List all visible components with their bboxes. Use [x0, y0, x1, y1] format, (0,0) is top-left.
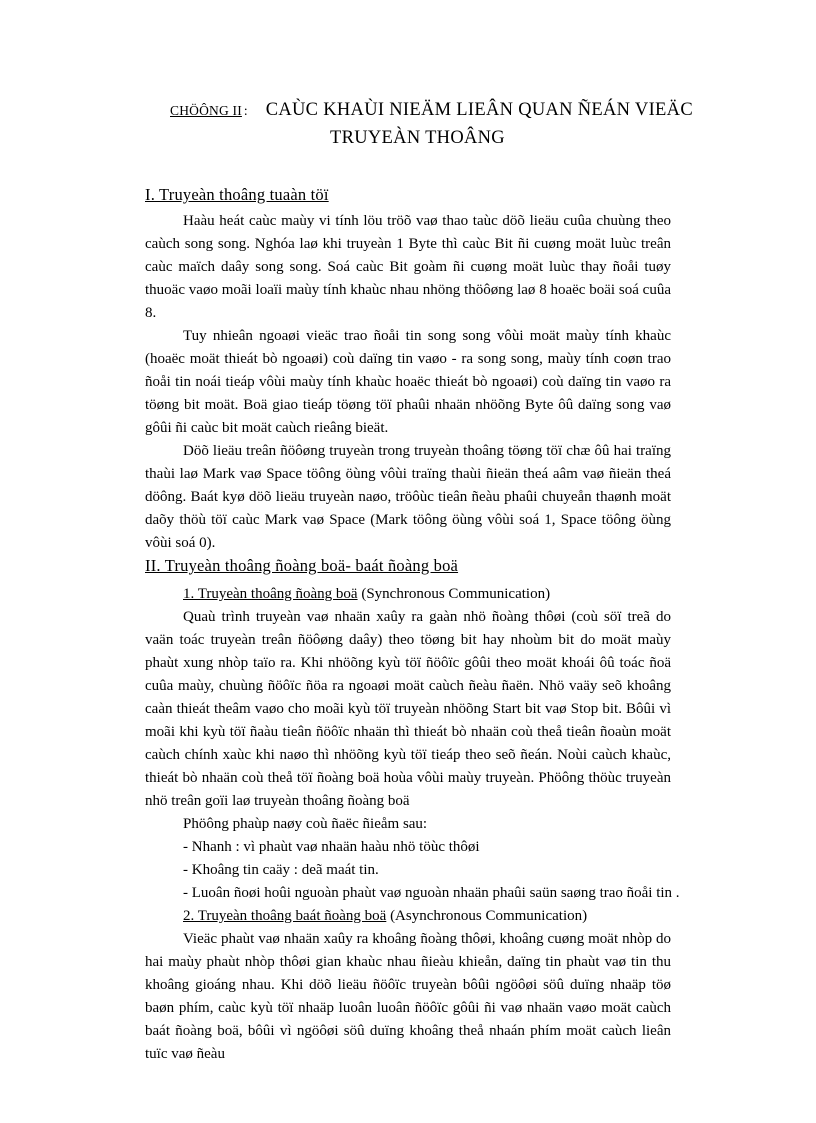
section-1-paragraph-1: Haàu heát caùc maùy vi tính löu tröõ vaø thao taùc döõ lieäu cuûa chuùng theo caùch song song. Nghóa laø khi truyeàn 1 Byte thì caùc Bit ñi cuøng moät luùc treân caùc maïch daây song song. Soá caùc Bit goàm ñi cuøng moät luùc thay ñoåi tuøy thuoäc vaøo moãi loaïi maùy tính khaùc nhau nhöng thöôøng laø 8 hoaëc boäi soá cuûa 8. — [145, 213, 671, 321]
subsection-2-paragraph: Vieäc phaùt vaø nhaän xaûy ra khoâng ñoàng thôøi, khoâng cuøng moät nhòp do hai maùy phaùt nhòp thôøi gian khaùc nhau ñieàu khieån, daïng tin phaùt vaø tin thu khoâng gioáng nhau. Khi döõ lieäu ñöôïc truyeàn bôûi ngöôøi söû duïng nhaäp töø baøn phím, caùc kyù töï nhaäp luoân luoân ñöôïc gôûi ñi vaø nhaän vaøo moät caùch baát ñoàng boä, bôûi vì ngöôøi söû duïng khoâng theå nhaán phím moät caùch lieân tuïc vaø ñeàu — [145, 931, 671, 1062]
chapter-title-line2: TRUYEÀN THOÂNG — [330, 128, 505, 148]
section-1-heading: I. Truyeàn thoâng tuaàn töï — [145, 185, 329, 204]
subsection-2-heading — [145, 905, 671, 928]
bullet-item-2: - Khoâng tin caäy : deã maát tin. — [183, 862, 379, 878]
chapter-title-text: CAÙC KHAÙI NIEÄM LIEÂN QUAN ÑEÁN VIEÄC — [265, 100, 693, 120]
bullet-item-3: - Luoân ñoøi hoûi nguoàn phaùt vaø nguoàn nhaän phaûi saün saøng trao ñoåi tin . — [183, 885, 680, 901]
section-1-paragraph-3: Döõ lieäu treân ñöôøng truyeàn trong truyeàn thoâng töøng töï chæ ôû hai traïng thaùi laø Mark vaø Space töông öùng vôùi traïng thaùi ñieän theá aâm vaø ñieän theá döông. Baát kyø döõ lieäu truyeàn naøo, tröôùc tieân ñeàu phaûi chuyeån thaønh moät daõy thöù töï caùc Mark vaø Space (Mark töông öùng vôùi soá 1, Space töông öùng vôùi soá 0). — [145, 443, 671, 551]
subsection-2-title-suffix: (Asynchronous Communication) — [386, 908, 588, 924]
subsection-1-intro: Phöông phaùp naøy coù ñaëc ñieåm sau: — [183, 816, 428, 832]
subsection-1-title: 1. Truyeàn thoâng ñoàng boä — [183, 586, 358, 602]
bullet-item-1: - Nhanh : vì phaùt vaø nhaän haàu nhö töùc thôøi — [183, 839, 480, 855]
subsection-1-heading — [145, 583, 671, 606]
section-1-paragraph-2: Tuy nhieân ngoaøi vieäc trao ñoåi tin song song vôùi moät maùy tính khaùc (hoaëc moät thieát bò ngoaøi) coù daïng tin vaøo - ra song song, maùy tính coøn trao ñoåi tin noái tieáp vôùi maùy tính khaùc hoaëc thieát bò ngoaøi) coù daïng tin vaøo ra töøng bit moät. Boä giao tieáp töøng töï phaûi nhaän nhöõng Byte ôû daïng song vaø gôûi ñi caùc bit moät caùch rieâng bieät. — [145, 328, 671, 436]
chapter-title-line1 — [170, 100, 693, 121]
subsection-2-title: 2. Truyeàn thoâng baát ñoàng boä — [183, 908, 387, 924]
section-2-heading: II. Truyeàn thoâng ñoàng boä- baát ñoàng boä — [145, 556, 459, 575]
subsection-1-title-suffix: (Synchronous Communication) — [357, 586, 551, 602]
chapter-label: CHÖÔNG II — [170, 103, 242, 118]
subsection-1-paragraph: Quaù trình truyeàn vaø nhaän xaûy ra gaàn nhö ñoàng thôøi (coù söï treã do vaän toác truyeàn treân ñöôøng daây) theo töøng bit hay nhoùm bit do moät maùy phaùt xung nhòp taïo ra. Khi nhöõng kyù töï ñöôïc gôûi theo moät khoái ôû toác ñoä cuûa maùy, chuùng ñöôïc ñöa ra ngoaøi moät caùch ñeàu ñaën. Nhö vaäy seõ khoâng caàn thieát theâm vaøo cho moãi kyù töï truyeàn nhöõng Start bit vaø Stop bit. Bôûi vì moãi khi kyù töï ñaàu tieân ñöôïc nhaän thì thieát bò nhaän coù theå tieân ñoaùn moät caùch chính xaùc khi naøo thì nhöõng kyù töï tieáp theo seõ ñeán. Noùi caùch khaùc, thieát bò nhaän coù theå töï ñoàng boä hoùa vôùi maùy truyeàn. Phöông thöùc truyeàn nhö treân goïi laø truyeàn thoâng ñoàng boä — [145, 609, 671, 809]
chapter-separator: : — [243, 103, 248, 118]
document-body — [145, 184, 680, 1066]
